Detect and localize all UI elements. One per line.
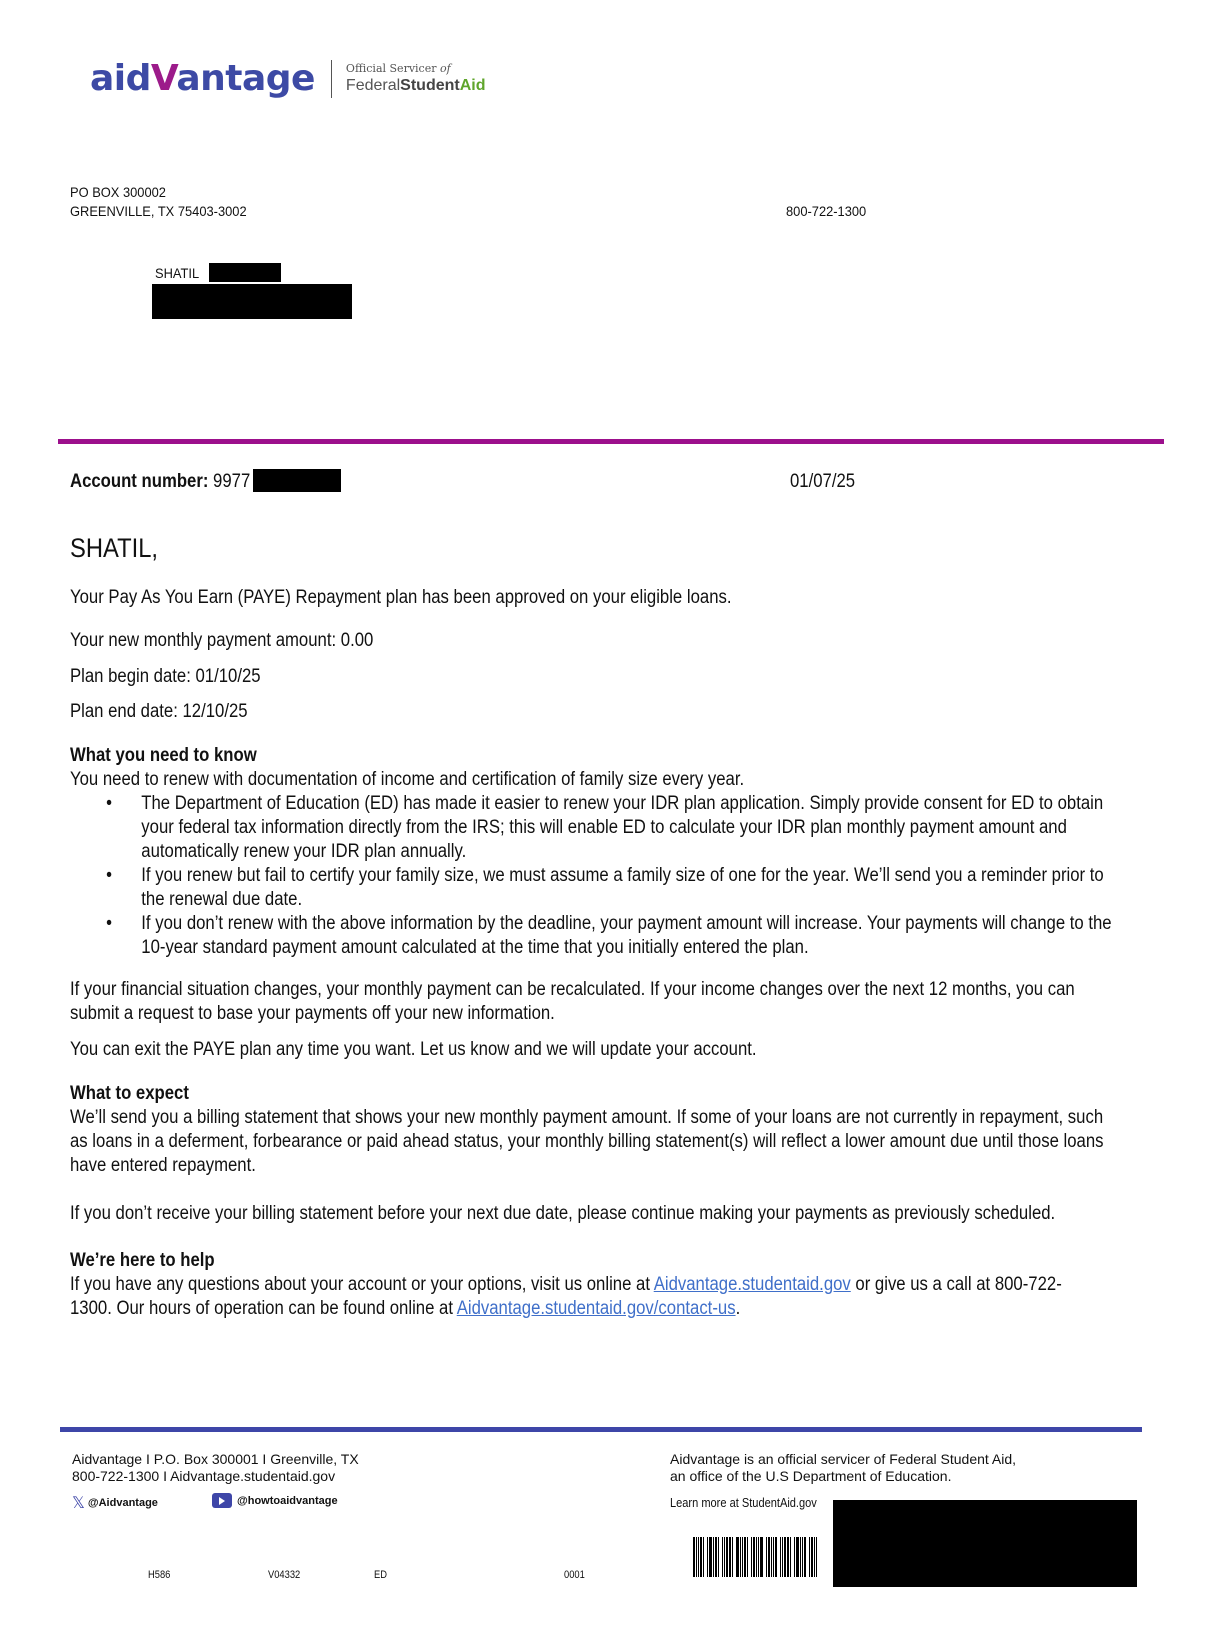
footer-code: ED	[374, 1569, 387, 1581]
bullet-icon: •	[106, 865, 112, 886]
renewal-bullet-list	[70, 792, 1112, 960]
footer-servicer-statement: Aidvantage is an official servicer of Federal Student Aid, an office of the U.S Department of Education.	[670, 1451, 1017, 1484]
sender-address	[70, 183, 247, 221]
section-heading: What to expect	[70, 1083, 189, 1104]
logo-wordmark	[90, 58, 315, 99]
barcode-bar	[696, 1537, 697, 1577]
barcode-bar	[773, 1537, 774, 1577]
barcode-bar	[700, 1537, 702, 1577]
footer-contact	[72, 1451, 359, 1485]
barcode-bar	[742, 1537, 743, 1577]
barcode-bar	[771, 1537, 772, 1577]
barcode-bar	[804, 1537, 806, 1577]
barcode-bar	[766, 1537, 767, 1577]
section-heading: What you need to know	[70, 745, 257, 766]
greeting: SHATIL,	[70, 533, 159, 563]
sender-phone: 800-722-1300	[786, 203, 867, 219]
barcode-bar	[693, 1537, 695, 1577]
section-what-you-need-to-know	[70, 744, 1112, 960]
barcode-bar	[715, 1537, 717, 1577]
barcode-bar	[758, 1537, 759, 1577]
account-number-line	[70, 470, 250, 494]
plan-begin-date: Plan begin date: 01/10/25	[70, 666, 261, 687]
barcode-bar	[756, 1537, 757, 1577]
sender-address-line2: GREENVILLE, TX 75403-3002	[70, 203, 247, 219]
x-logo-icon: 𝕏	[72, 1495, 85, 1512]
renewal-requirement-text: You need to renew with documentation of income and certification of family size every year.	[70, 769, 745, 790]
aidvantage-logo	[90, 58, 486, 99]
youtube-social-link[interactable]: @howtoaidvantage	[212, 1493, 338, 1508]
barcode-bar	[811, 1537, 813, 1577]
barcode-bar	[816, 1537, 817, 1577]
barcode-bar	[736, 1537, 739, 1577]
barcode-bar	[814, 1537, 815, 1577]
barcode-bar	[709, 1537, 712, 1577]
barcode-bar	[760, 1537, 763, 1577]
barcode-bar	[790, 1537, 791, 1577]
bullet-icon: •	[106, 913, 112, 934]
section-what-to-expect: What to expect We’ll send you a billing statement that shows your new monthly payment amount. If some of your loans are not currently in repayment, such as loans in a deferment, forbearance or paid ahead status, your monthly billing statement(s) will reflect a lower amount due until those loans have entered repayment.	[70, 1083, 1104, 1176]
logo-divider	[331, 60, 332, 98]
barcode-bar	[729, 1537, 731, 1577]
recipient-first-name: SHATIL	[155, 265, 200, 281]
barcode-bar	[775, 1537, 777, 1577]
section-heading: We’re here to help	[70, 1250, 215, 1271]
learn-more-text: Learn more at StudentAid.gov	[670, 1495, 817, 1510]
exit-plan-paragraph: You can exit the PAYE plan any time you want. Let us know and we will update your account.	[70, 1039, 757, 1060]
section-here-to-help: We’re here to help If you have any questions about your account or your options, visit us online at Aidvantage.studentaid.gov or give us a call at 800-722- 1300. Our hours of operation can be found online at Aidvantage.studentaid.gov/contact-us.	[70, 1250, 1062, 1319]
barcode-bar	[724, 1537, 725, 1577]
barcode-bar	[722, 1537, 723, 1577]
barcode-bar	[744, 1537, 746, 1577]
barcode-bar	[784, 1537, 786, 1577]
monthly-payment-amount: Your new monthly payment amount: 0.00	[70, 630, 374, 651]
barcode-bar	[809, 1537, 810, 1577]
barcode-bar	[753, 1537, 755, 1577]
footer-address: Aidvantage I P.O. Box 300001 I Greenville, TX	[72, 1451, 359, 1467]
footer-code: V04332	[268, 1569, 301, 1581]
barcode-bar	[713, 1537, 714, 1577]
redacted-address	[152, 284, 352, 319]
logo-text-antage: antage	[176, 58, 315, 99]
x-social-link[interactable]: 𝕏 @Aidvantage	[72, 1495, 158, 1512]
barcode-bar	[726, 1537, 728, 1577]
account-number-label: Account number:	[70, 471, 209, 492]
barcode-bar	[740, 1537, 741, 1577]
letter-date: 01/07/25	[790, 471, 856, 492]
bullet-item: • If you renew but fail to certify your family size, we must assume a family size of one for the year. We’ll send you a reminder prior to the renewal due date.	[106, 865, 1104, 910]
barcode-bar	[751, 1537, 752, 1577]
federal-student-aid-text: FederalStudentAid	[345, 77, 486, 94]
bullet-item: • If you don’t renew with the above information by the deadline, your payment amount will increase. Your payments will change to the 10-year standard payment amount calculated at the time that you initially entered the plan.	[106, 913, 1112, 958]
barcode-bar	[802, 1537, 803, 1577]
barcode-bar	[796, 1537, 799, 1577]
barcode-bar	[782, 1537, 783, 1577]
barcode-bar	[794, 1537, 795, 1577]
contact-us-link[interactable]: Aidvantage.studentaid.gov/contact-us	[456, 1298, 736, 1319]
recalculation-paragraph: If your financial situation changes, your monthly payment can be recalculated. If your income changes over the next 12 months, you can submit a request to base your payments off your new information.	[70, 979, 1075, 1024]
bullet-icon: •	[106, 793, 112, 814]
barcode-bar	[800, 1537, 801, 1577]
logo-text-v: V	[150, 58, 177, 99]
barcode-bar	[787, 1537, 789, 1577]
billing-statement-paragraph: If you don’t receive your billing statement before your next due date, please continue making your payments as previously scheduled.	[70, 1203, 1056, 1224]
official-servicer-text: Official Servicer of	[345, 62, 451, 75]
barcode-bar	[707, 1537, 708, 1577]
barcode-bar	[768, 1537, 770, 1577]
redacted-account-digits	[253, 469, 341, 492]
mailing-barcode	[693, 1537, 833, 1577]
bullet-item: • The Department of Education (ED) has made it easier to renew your IDR plan application. Simply provide consent for ED to obtain your federal tax information directly from the IRS; this will enable ED to calculate your IDR plan monthly payment amount and automatically renew your IDR plan annually.	[106, 793, 1104, 862]
barcode-bar	[703, 1537, 704, 1577]
header-divider	[58, 439, 1164, 444]
logo-text-aid: aid	[90, 58, 151, 99]
fsa-servicer-mark	[346, 63, 486, 94]
redacted-mailing-block	[833, 1500, 1137, 1587]
barcode-bar	[780, 1537, 781, 1577]
approval-statement: Your Pay As You Earn (PAYE) Repayment plan has been approved on your eligible loans.	[70, 587, 732, 608]
plan-end-date: Plan end date: 12/10/25	[70, 701, 248, 722]
aidvantage-website-link[interactable]: Aidvantage.studentaid.gov	[653, 1274, 851, 1295]
youtube-icon	[212, 1493, 232, 1508]
footer-code: H586	[148, 1569, 171, 1581]
barcode-bar	[698, 1537, 699, 1577]
account-number-value: 9977	[213, 471, 251, 492]
barcode-bar	[747, 1537, 748, 1577]
footer-divider	[60, 1427, 1142, 1432]
barcode-bar	[732, 1537, 733, 1577]
sender-address-line1: PO BOX 300002	[70, 184, 166, 200]
footer-code: 0001	[564, 1569, 585, 1581]
footer-phone-website: 800-722-1300 I Aidvantage.studentaid.gov	[72, 1468, 336, 1484]
redacted-last-name	[209, 263, 281, 282]
barcode-bar	[718, 1537, 719, 1577]
